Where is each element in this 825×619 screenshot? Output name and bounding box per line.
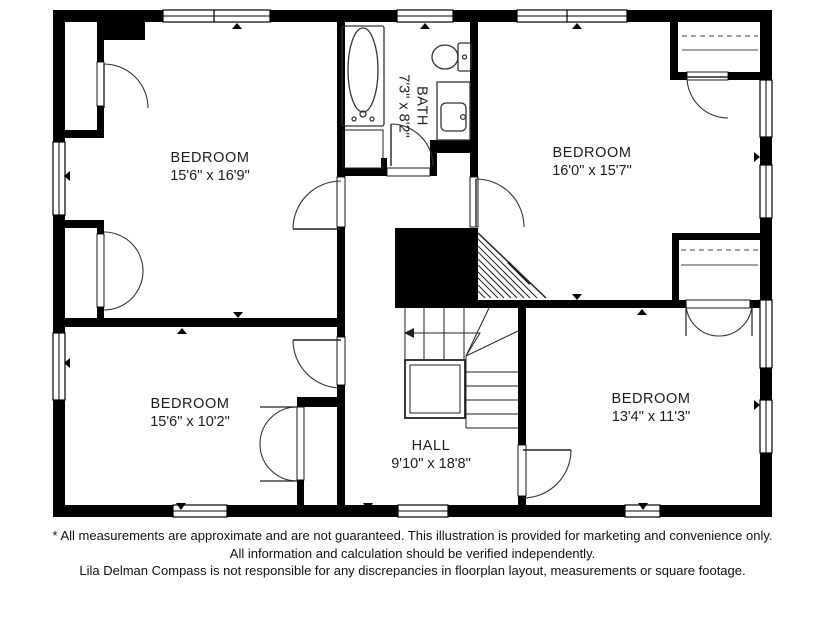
room-dims: 15'6" x 10'2" bbox=[150, 414, 230, 430]
room-name: BATH bbox=[413, 86, 430, 126]
walls bbox=[53, 10, 772, 517]
disclaimer bbox=[0, 527, 825, 580]
disclaimer-line-1: * All measurements are approximate and are not guaranteed. This illustration is provided for marketing and convenience only. bbox=[52, 528, 773, 543]
room-name: HALL bbox=[411, 438, 451, 454]
disclaimer-line-2: All information and calculation should be verified independently. bbox=[229, 545, 596, 561]
room-dims: 9'10" x 18'8" bbox=[391, 456, 471, 472]
room-dims: 13'4" x 11'3" bbox=[611, 409, 691, 425]
toilet bbox=[432, 43, 471, 71]
room-dims: 7'3" x 8'2" bbox=[395, 74, 412, 138]
bathtub bbox=[342, 26, 384, 126]
room-name: BEDROOM bbox=[150, 396, 230, 412]
disclaimer-line-3: Lila Delman Compass is not responsible for any discrepancies in floorplan layout, measurements or square footage. bbox=[79, 563, 746, 578]
bathroom-fixtures bbox=[342, 26, 471, 140]
sink-vanity bbox=[437, 82, 470, 140]
room-dims: 16'0" x 15'7" bbox=[552, 163, 632, 179]
room-name: BEDROOM bbox=[611, 391, 691, 407]
room-name: BEDROOM bbox=[552, 145, 632, 161]
room-name: BEDROOM bbox=[170, 150, 250, 166]
room-dims: 15'6" x 16'9" bbox=[170, 168, 250, 184]
